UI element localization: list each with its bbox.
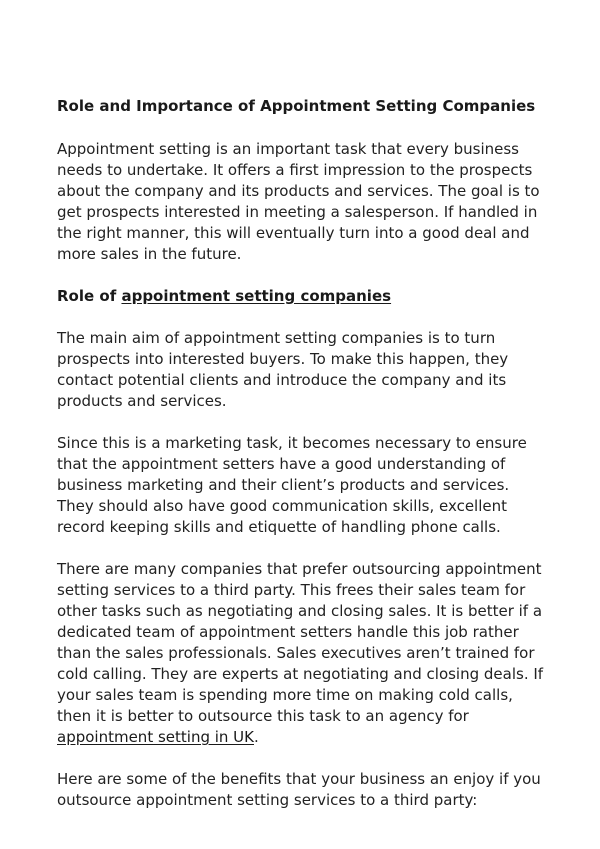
paragraph-marketing-task: Since this is a marketing task, it becomes necessary to ensure that the appointment setters have a good understanding of business marketing and their client’s products and services. They should also have good communication skills, excellent record keeping skills and etiquette of handling phone calls.: [57, 434, 527, 536]
section-heading: [57, 286, 547, 307]
document-title: Role and Importance of Appointment Setting Companies: [57, 97, 536, 115]
paragraph-outsourcing-end: .: [254, 728, 259, 746]
paragraph-benefits: Here are some of the benefits that your business an enjoy if you outsource appointment setting services to a third party:: [57, 770, 541, 809]
appointment-setting-uk-link[interactable]: appointment setting in UK: [57, 728, 254, 746]
paragraph-outsourcing: [57, 559, 547, 748]
appointment-setting-companies-link[interactable]: appointment setting companies: [121, 287, 392, 305]
paragraph-outsourcing-text: There are many companies that prefer outsourcing appointment setting services to a third party. This frees their sales team for other tasks such as negotiating and closing sales. It is better if a dedicated team of appointment setters handle this job rather than the sales professionals. Sales executives aren’t trained for cold calling. They are experts at negotiating and closing deals. If your sales team is spending more time on making cold calls, then it is better to outsource this task to an agency for: [57, 560, 544, 725]
intro-paragraph: Appointment setting is an important task that every business needs to undertake. It offers a first impression to the prospects about the company and its products and services. The goal is to get prospects interested in meeting a salesperson. If handled in the right manner, this will eventually turn into a good deal and more sales in the future.: [57, 140, 540, 263]
paragraph-main-aim: The main aim of appointment setting companies is to turn prospects into interested buyers. To make this happen, they contact potential clients and introduce the company and its products and services.: [57, 329, 509, 410]
section-heading-prefix: Role of: [57, 287, 122, 305]
document-body: [57, 96, 547, 832]
